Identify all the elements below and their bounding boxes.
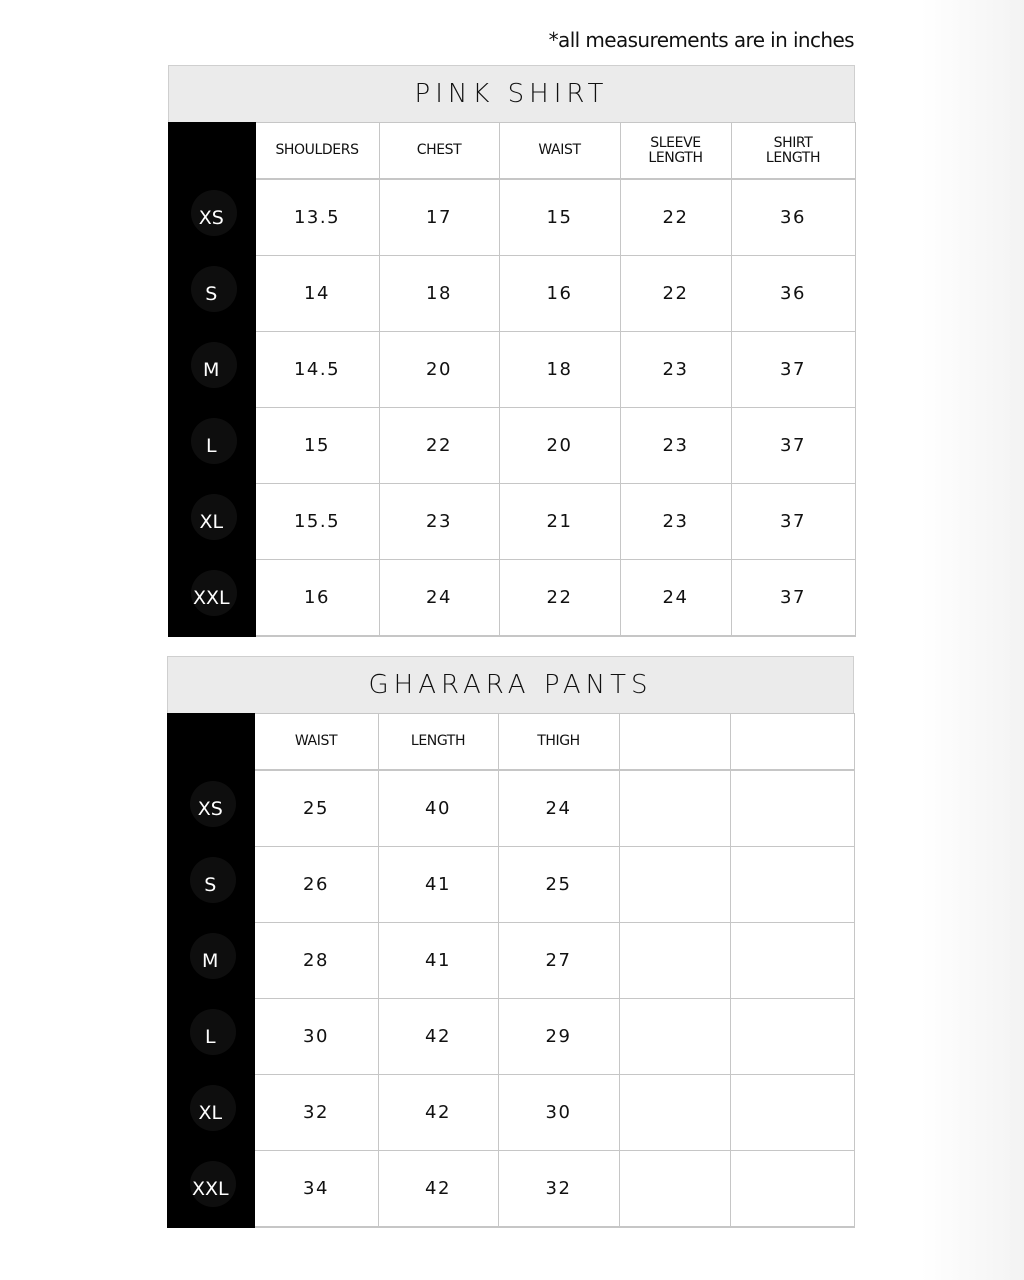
table-row (167, 1075, 854, 1151)
measurement-cell: 22 (620, 179, 731, 256)
header-row (168, 123, 855, 180)
table-row (167, 1151, 854, 1228)
measurement-cell (730, 923, 854, 999)
measurement-cell: 14 (255, 256, 379, 332)
measurement-cell: 41 (378, 923, 498, 999)
measurement-cell: 24 (620, 560, 731, 637)
size-label: M (203, 358, 220, 381)
measurement-cell: 22 (379, 408, 499, 484)
pink-shirt-table (168, 122, 856, 637)
size-label-cell (168, 256, 255, 332)
header-corner-cell (167, 714, 254, 771)
measurement-cell: 42 (378, 1075, 498, 1151)
size-label: XXL (192, 586, 230, 609)
column-header: CHEST (379, 123, 499, 180)
measurement-cell (619, 923, 730, 999)
column-header: SHOULDERS (255, 123, 379, 180)
table-row (168, 332, 855, 408)
size-label-cell (168, 408, 255, 484)
measurement-cell (619, 847, 730, 923)
table-row (168, 484, 855, 560)
size-label-cell (167, 847, 254, 923)
measurement-cell: 36 (731, 256, 855, 332)
size-label: XL (199, 510, 224, 533)
pink-shirt-title: PINK SHIRT (168, 65, 855, 122)
size-label-cell (168, 332, 255, 408)
measurement-cell: 18 (499, 332, 620, 408)
table-row (168, 179, 855, 256)
column-header: SLEEVE LENGTH (620, 123, 731, 180)
size-label: XL (198, 1101, 223, 1124)
measurement-cell: 23 (620, 484, 731, 560)
measurement-cell: 37 (731, 332, 855, 408)
measurement-cell: 29 (498, 999, 619, 1075)
measurement-cell: 32 (498, 1151, 619, 1228)
measurement-cell: 40 (378, 770, 498, 847)
table-row (167, 847, 854, 923)
measurement-cell: 22 (620, 256, 731, 332)
measurement-cell (730, 999, 854, 1075)
measurement-cell: 27 (498, 923, 619, 999)
size-label: S (205, 282, 218, 305)
column-header: LENGTH (378, 714, 498, 771)
size-label-cell (168, 179, 255, 256)
measurement-cell (619, 1075, 730, 1151)
measurement-cell (619, 1151, 730, 1228)
table-row (167, 770, 854, 847)
measurement-cell: 15 (255, 408, 379, 484)
size-label-cell (168, 484, 255, 560)
measurement-cell: 42 (378, 1151, 498, 1228)
gharara-pants-table (167, 713, 855, 1228)
measurement-cell: 20 (499, 408, 620, 484)
measurement-cell: 24 (379, 560, 499, 637)
measurement-cell: 37 (731, 560, 855, 637)
column-header: SHIRT LENGTH (731, 123, 855, 180)
measurement-cell: 16 (255, 560, 379, 637)
size-label: XXL (191, 1177, 229, 1200)
size-label: M (202, 949, 219, 972)
measurement-cell (619, 999, 730, 1075)
table-row (167, 999, 854, 1075)
measurement-cell: 25 (254, 770, 378, 847)
measurement-cell: 26 (254, 847, 378, 923)
measurement-cell: 24 (498, 770, 619, 847)
column-header: WAIST (499, 123, 620, 180)
measurement-cell (619, 770, 730, 847)
measurement-note: *all measurements are in inches (548, 28, 854, 52)
size-label: L (205, 434, 217, 457)
size-label: L (204, 1025, 216, 1048)
measurement-cell: 18 (379, 256, 499, 332)
measurement-cell: 17 (379, 179, 499, 256)
table-row (168, 560, 855, 637)
measurement-cell: 23 (620, 332, 731, 408)
measurement-cell: 25 (498, 847, 619, 923)
header-row (167, 714, 854, 771)
measurement-cell (730, 847, 854, 923)
table-row (168, 408, 855, 484)
column-header (730, 714, 854, 771)
measurement-cell: 32 (254, 1075, 378, 1151)
measurement-cell: 16 (499, 256, 620, 332)
measurement-cell (730, 770, 854, 847)
pink-shirt-size-chart (168, 65, 855, 637)
measurement-cell (730, 1075, 854, 1151)
column-header: THIGH (498, 714, 619, 771)
measurement-cell: 42 (378, 999, 498, 1075)
table-row (168, 256, 855, 332)
measurement-cell: 14.5 (255, 332, 379, 408)
measurement-cell: 15.5 (255, 484, 379, 560)
measurement-cell: 37 (731, 484, 855, 560)
size-label: XS (198, 206, 224, 229)
measurement-cell: 30 (254, 999, 378, 1075)
measurement-cell: 20 (379, 332, 499, 408)
size-label: S (204, 873, 217, 896)
measurement-cell: 23 (379, 484, 499, 560)
size-label: XS (197, 797, 223, 820)
size-label-cell (167, 999, 254, 1075)
measurement-cell: 22 (499, 560, 620, 637)
size-label-cell (167, 770, 254, 847)
measurement-cell: 21 (499, 484, 620, 560)
page-edge-shadow (921, 0, 1024, 1280)
size-label-cell (167, 923, 254, 999)
measurement-cell: 34 (254, 1151, 378, 1228)
measurement-cell: 13.5 (255, 179, 379, 256)
measurement-cell: 37 (731, 408, 855, 484)
table-row (167, 923, 854, 999)
size-label-cell (168, 560, 255, 637)
measurement-cell: 28 (254, 923, 378, 999)
gharara-pants-size-chart (167, 656, 854, 1228)
measurement-cell: 23 (620, 408, 731, 484)
size-label-cell (167, 1075, 254, 1151)
column-header: WAIST (254, 714, 378, 771)
gharara-pants-title: GHARARA PANTS (167, 656, 854, 713)
measurement-cell: 36 (731, 179, 855, 256)
header-corner-cell (168, 123, 255, 180)
size-label-cell (167, 1151, 254, 1228)
column-header (619, 714, 730, 771)
measurement-cell (730, 1151, 854, 1228)
measurement-cell: 41 (378, 847, 498, 923)
measurement-cell: 30 (498, 1075, 619, 1151)
measurement-cell: 15 (499, 179, 620, 256)
